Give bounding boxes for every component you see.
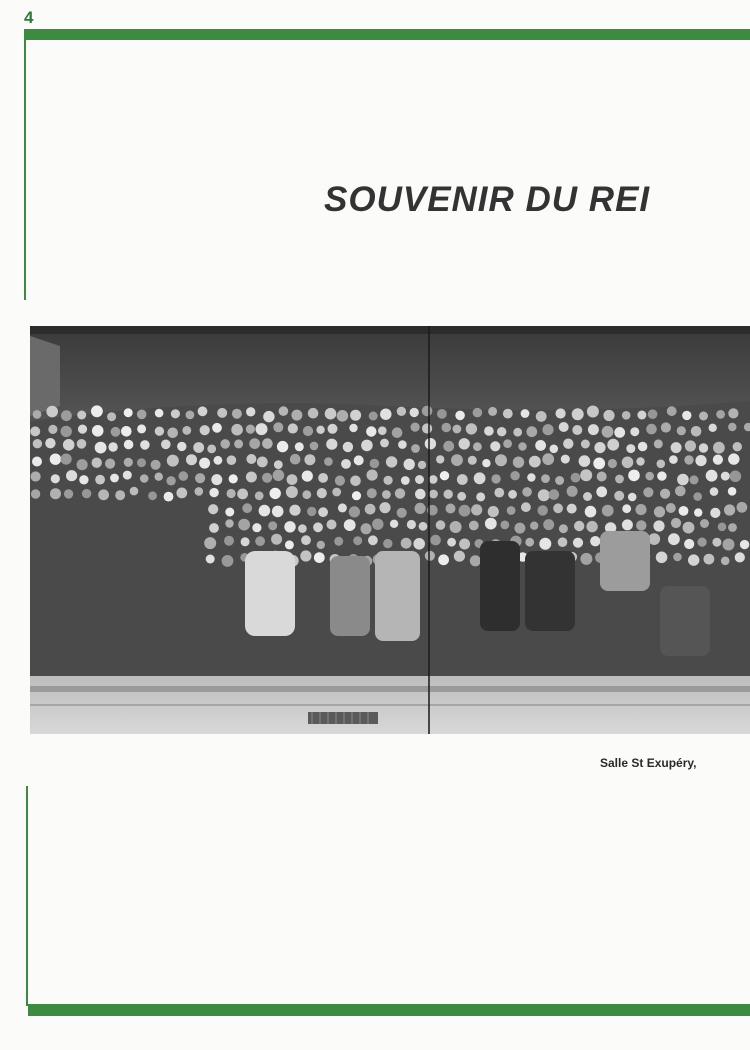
left-green-rule-bottom	[26, 786, 28, 1006]
top-green-rule	[24, 29, 750, 40]
page-headline: SOUVENIR DU REI	[324, 180, 651, 219]
left-green-rule-top	[24, 40, 26, 300]
bottom-green-rule	[28, 1004, 750, 1016]
group-photo	[30, 326, 750, 734]
photo-caption: Salle St Exupéry,	[600, 756, 697, 770]
page-number: 4	[24, 8, 34, 27]
